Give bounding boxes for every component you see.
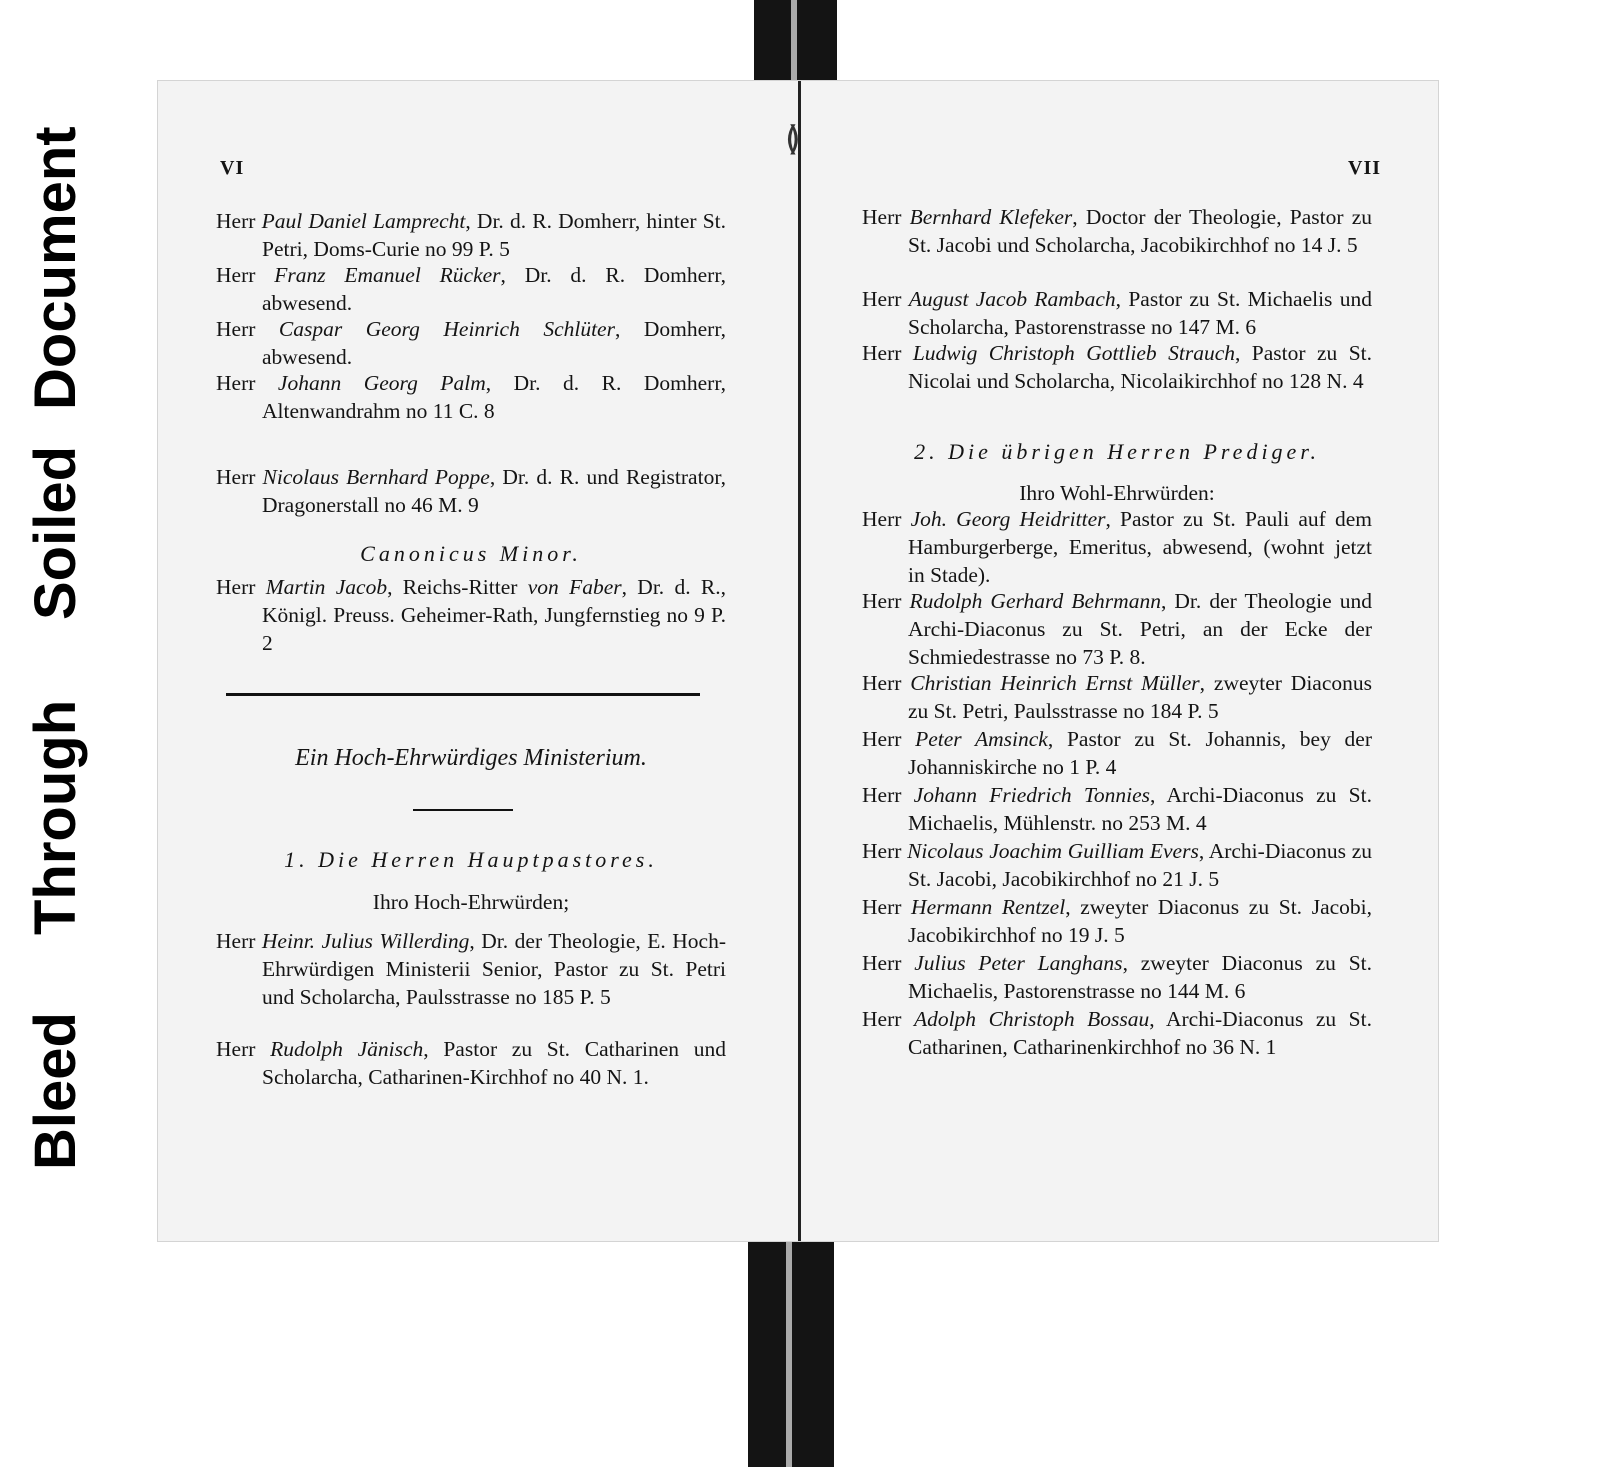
entry-right-6: Herr Christian Heinrich Ernst Müller, zweyter Diaconus zu St. Petri, Paulsstrasse no 184 P. 5 [862, 671, 1373, 723]
entry-right-7: Herr Peter Amsinck, Pastor zu St. Johannis, bey der Johanniskirche no 1 P. 4 [862, 727, 1372, 779]
page-number-left: VI [220, 157, 245, 179]
section2-subheading: Ihro Wohl-Ehrwürden: [1019, 481, 1215, 505]
entry-left-5: Herr Nicolaus Bernhard Poppe, Dr. d. R. und Registrator, Dragonerstall no 46 M. 9 [216, 465, 727, 517]
entry-right-5: Herr Rudolph Gerhard Behrmann, Dr. der Theologie und Archi-Diaconus zu St. Petri, an der Ecke der Schmiedestrasse no 73 P. 8. [862, 589, 1373, 669]
binding-tape-bottom [748, 1240, 834, 1467]
entry-right-2: Herr August Jacob Rambach, Pastor zu St. Michaelis und Scholarcha, Pastorenstrasse no 147 M. 6 [862, 287, 1372, 339]
section2-heading: 2. Die übrigen Herren Prediger. [914, 439, 1320, 464]
entry-right-10: Herr Hermann Rentzel, zweyter Diaconus zu St. Jacobi, Jacobikirchhof no 19 J. 5 [862, 895, 1372, 947]
side-label [20, 90, 92, 1170]
entry-left-4: Herr Johann Georg Palm, Dr. d. R. Domherr, Altenwandrahm no 11 C. 8 [216, 371, 727, 423]
entry-left-1: Herr Paul Daniel Lamprecht, Dr. d. R. Domherr, hinter St. Petri, Doms-Curie no 99 P. 5 [216, 209, 727, 261]
entry-right-1: Herr Bernhard Klefeker, Doctor der Theologie, Pastor zu St. Jacobi und Scholarcha, Jacobikirchhof no 14 J. 5 [862, 205, 1373, 257]
section-divider [226, 693, 700, 696]
document-spread [157, 80, 1439, 1242]
binding-tape-top [754, 0, 837, 86]
side-label-word: Bleed [23, 1012, 88, 1170]
canonicus-heading: Canonicus Minor. [360, 541, 582, 566]
side-label-word: Through [23, 699, 88, 935]
side-label-word: Document [23, 126, 88, 410]
section1-subheading: Ihro Hoch-Ehrwürden; [372, 890, 570, 914]
entry-right-4: Herr Joh. Georg Heidritter, Pastor zu St. Pauli auf dem Hamburgerberge, Emeritus, abwesend, (wohnt jetzt in Stade). [862, 507, 1373, 587]
entry-left-6: Herr Heinr. Julius Willerding, Dr. der Theologie, E. Hoch-Ehrwürdigen Ministerii Senior, Pastor zu St. Petri und Scholarcha, Paulsstrasse no 185 P. 5 [216, 929, 727, 1009]
entry-left-canonicus: Herr Martin Jacob, Reichs-Ritter von Faber, Dr. d. R., Königl. Preuss. Geheimer-Rath, Jungfernstieg no 9 P. 2 [216, 575, 727, 655]
entry-left-7: Herr Rudolph Jänisch, Pastor zu St. Catharinen und Scholarcha, Catharinen-Kirchhof no 40 N. 1. [216, 1037, 726, 1089]
entry-left-3: Herr Caspar Georg Heinrich Schlüter, Domherr, abwesend. [216, 317, 726, 369]
ministerium-heading: Ein Hoch-Ehrwürdiges Ministerium. [295, 745, 647, 771]
entry-right-11: Herr Julius Peter Langhans, zweyter Diaconus zu St. Michaelis, Pastorenstrasse no 144 M. 6 [862, 951, 1372, 1003]
page-number-right: VII [1348, 157, 1382, 179]
section1-heading: 1. Die Herren Hauptpastores. [284, 847, 658, 872]
entry-left-2: Herr Franz Emanuel Rücker, Dr. d. R. Domherr, abwesend. [216, 263, 727, 315]
entry-right-12: Herr Adolph Christoph Bossau, Archi-Diaconus zu St. Catharinen, Catharinenkirchhof no 36 N. 1 [862, 1007, 1372, 1059]
entry-right-3: Herr Ludwig Christoph Gottlieb Strauch, Pastor zu St. Nicolai und Scholarcha, Nicolaikirchhof no 128 N. 4 [862, 341, 1373, 393]
entry-right-9: Herr Nicolaus Joachim Guilliam Evers, Archi-Diaconus zu St. Jacobi, Jacobikirchhof no 21 J. 5 [862, 839, 1372, 891]
short-divider [413, 809, 513, 811]
gutter-ornament-icon: ≬ [785, 121, 801, 158]
entry-right-8: Herr Johann Friedrich Tonnies, Archi-Diaconus zu St. Michaelis, Mühlenstr. no 253 M. 4 [862, 783, 1372, 835]
side-label-word: Soiled [23, 445, 88, 620]
gutter-line [798, 81, 801, 1241]
